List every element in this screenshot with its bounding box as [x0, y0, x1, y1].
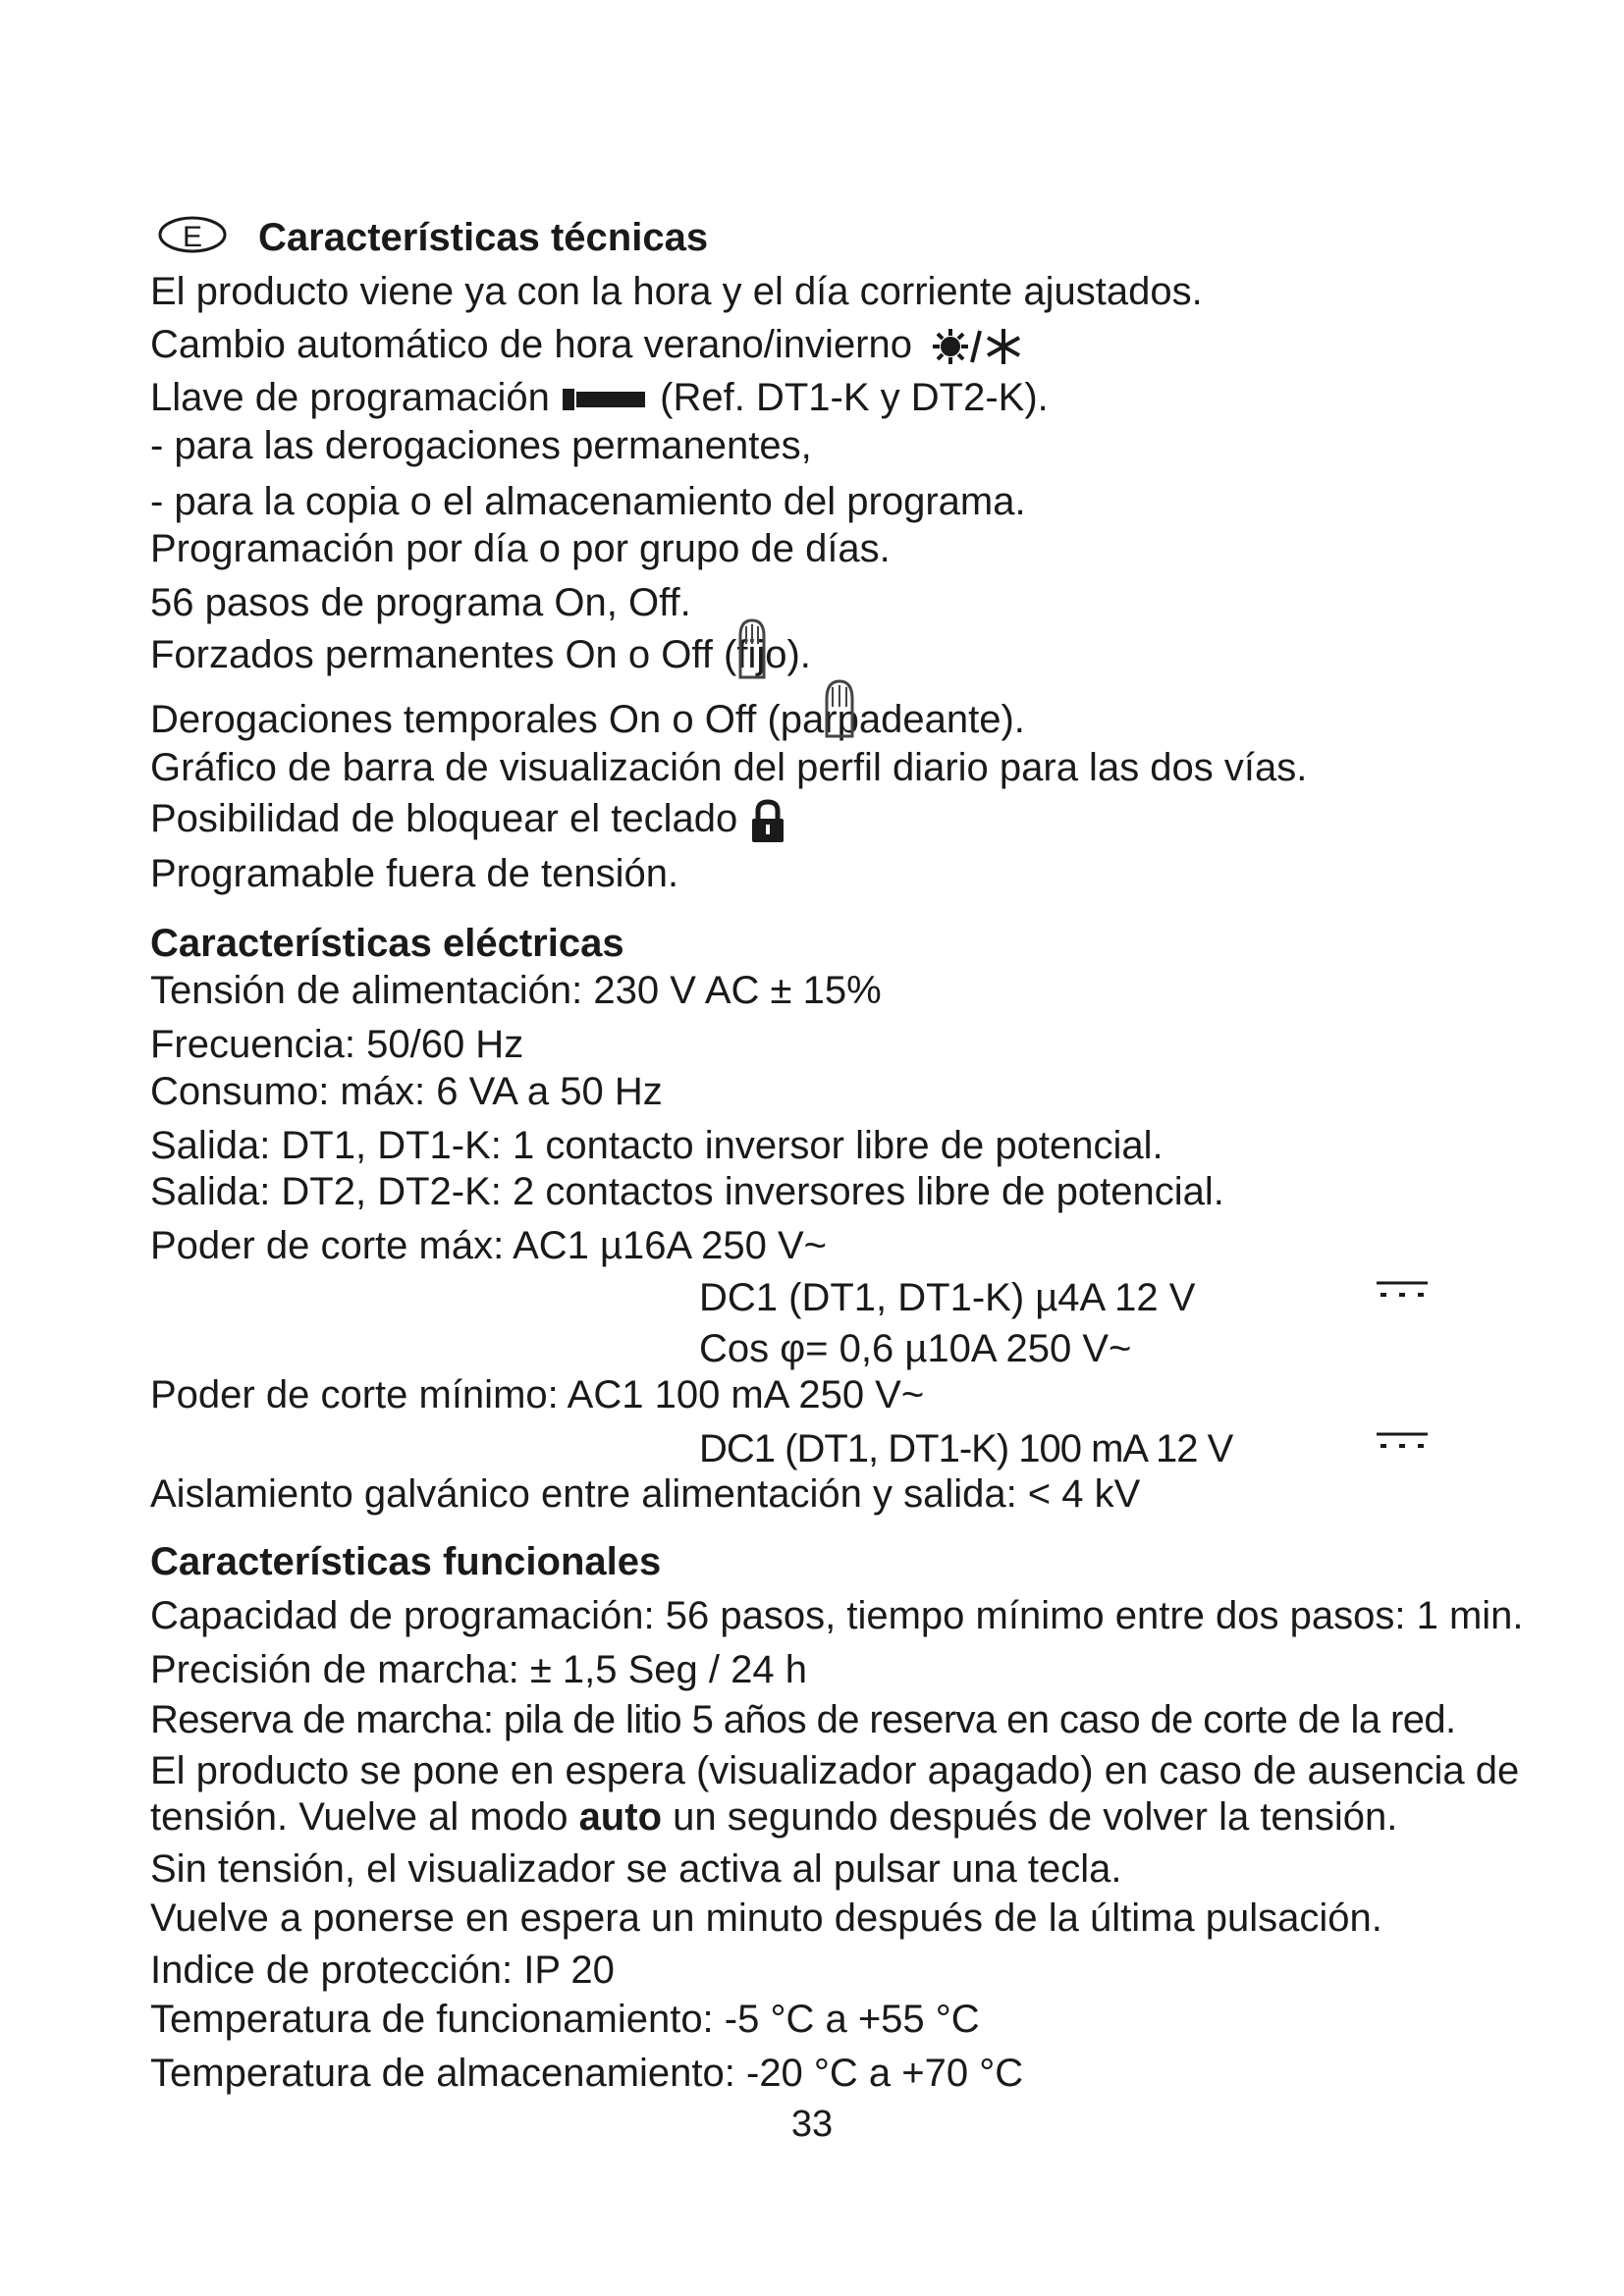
text-line: Precisión de marcha: ± 1,5 Seg / 24 h: [150, 1648, 807, 1691]
text-line: Temperatura de almacenamiento: -20 °C a +70 °C: [150, 2052, 1024, 2095]
text-line: Salida: DT1, DT1-K: 1 contacto inversor libre de potencial.: [150, 1124, 1164, 1167]
language-badge-e: [157, 214, 228, 255]
text-line: [150, 1793, 1397, 1841]
hand-blinking-icon: [820, 677, 859, 740]
programming-key-icon: [561, 385, 649, 414]
text-line: DC1 (DT1, DT1-K) µ4A 12 V: [699, 1276, 1196, 1319]
text-line: Capacidad de programación: 56 pasos, tiempo mínimo entre dos pasos: 1 min.: [150, 1594, 1524, 1637]
text-line: El producto viene ya con la hora y el día corriente ajustados.: [150, 270, 1203, 313]
mode-auto-label: auto: [578, 1795, 662, 1839]
text-line: Gráfico de barra de visualización del perfil diario para las dos vías.: [150, 746, 1308, 789]
svg-text:E: E: [182, 221, 203, 253]
text-line: Reserva de marcha: pila de litio 5 años de reserva en caso de corte de la red.: [150, 1698, 1456, 1741]
text-line: Tensión de alimentación: 230 V AC ± 15%: [150, 969, 882, 1012]
section-title-technical: Características técnicas: [258, 216, 709, 259]
text-line: Programación por día o por grupo de días.: [150, 527, 891, 570]
text-line: Temperatura de funcionamiento: -5 °C a +55 °C: [150, 1998, 980, 2041]
section-title-functional: Características funcionales: [150, 1540, 662, 1583]
text-line-label: Posibilidad de bloquear el teclado: [150, 797, 738, 840]
text-line: Forzados permanentes On o Off (fijo).: [150, 633, 811, 676]
text-line: 56 pasos de programa On, Off.: [150, 581, 691, 624]
text-line: Poder de corte máx: AC1 µ16A 250 V~: [150, 1224, 828, 1267]
text-line-part: un segundo después de volver la tensión.: [662, 1795, 1398, 1839]
text-line: Indice de protección: IP 20: [150, 1949, 615, 1992]
text-line-ref: (Ref. DT1-K y DT2-K).: [660, 376, 1049, 419]
text-line: El producto se pone en espera (visualizador apagado) en caso de ausencia de: [150, 1749, 1520, 1792]
text-line: Poder de corte mínimo: AC1 100 mA 250 V~: [150, 1373, 925, 1416]
text-line: DC1 (DT1, DT1-K) 100 mA 12 V: [699, 1427, 1233, 1470]
text-line: Derogaciones temporales On o Off (parpadeante).: [150, 698, 1025, 741]
hand-fixed-icon: [734, 616, 770, 681]
dc-symbol-icon: [1375, 1429, 1430, 1453]
text-line: Salida: DT2, DT2-K: 2 contactos inversores libre de potencial.: [150, 1170, 1224, 1213]
section-title-electrical: Características eléctricas: [150, 922, 624, 965]
text-line-part: tensión. Vuelve al modo: [150, 1795, 579, 1839]
text-line-label: Cambio automático de hora verano/invierno: [150, 323, 912, 366]
text-line: [150, 795, 787, 844]
page-number: 33: [790, 2104, 834, 2145]
text-line: [150, 374, 1049, 421]
text-line: Sin tensión, el visualizador se activa al pulsar una tecla.: [150, 1847, 1122, 1891]
text-line: [150, 321, 1031, 368]
text-line: Programable fuera de tensión.: [150, 852, 679, 895]
dc-symbol-icon: [1375, 1278, 1430, 1302]
text-line: Cos φ= 0,6 µ10A 250 V~: [699, 1327, 1132, 1370]
text-line: Aislamiento galvánico entre alimentación y salida: < 4 kV: [150, 1472, 1141, 1516]
text-line: - para la copia o el almacenamiento del programa.: [150, 480, 1026, 523]
text-line-label: Llave de programación: [150, 376, 550, 419]
lock-icon: [748, 797, 787, 844]
text-line: Vuelve a ponerse en espera un minuto después de la última pulsación.: [150, 1896, 1382, 1940]
text-line: - para las derogaciones permanentes,: [150, 424, 812, 467]
text-line: Consumo: máx: 6 VA a 50 Hz: [150, 1070, 663, 1113]
sun-snowflake-icon: [923, 325, 1031, 368]
text-line: Frecuencia: 50/60 Hz: [150, 1023, 524, 1066]
